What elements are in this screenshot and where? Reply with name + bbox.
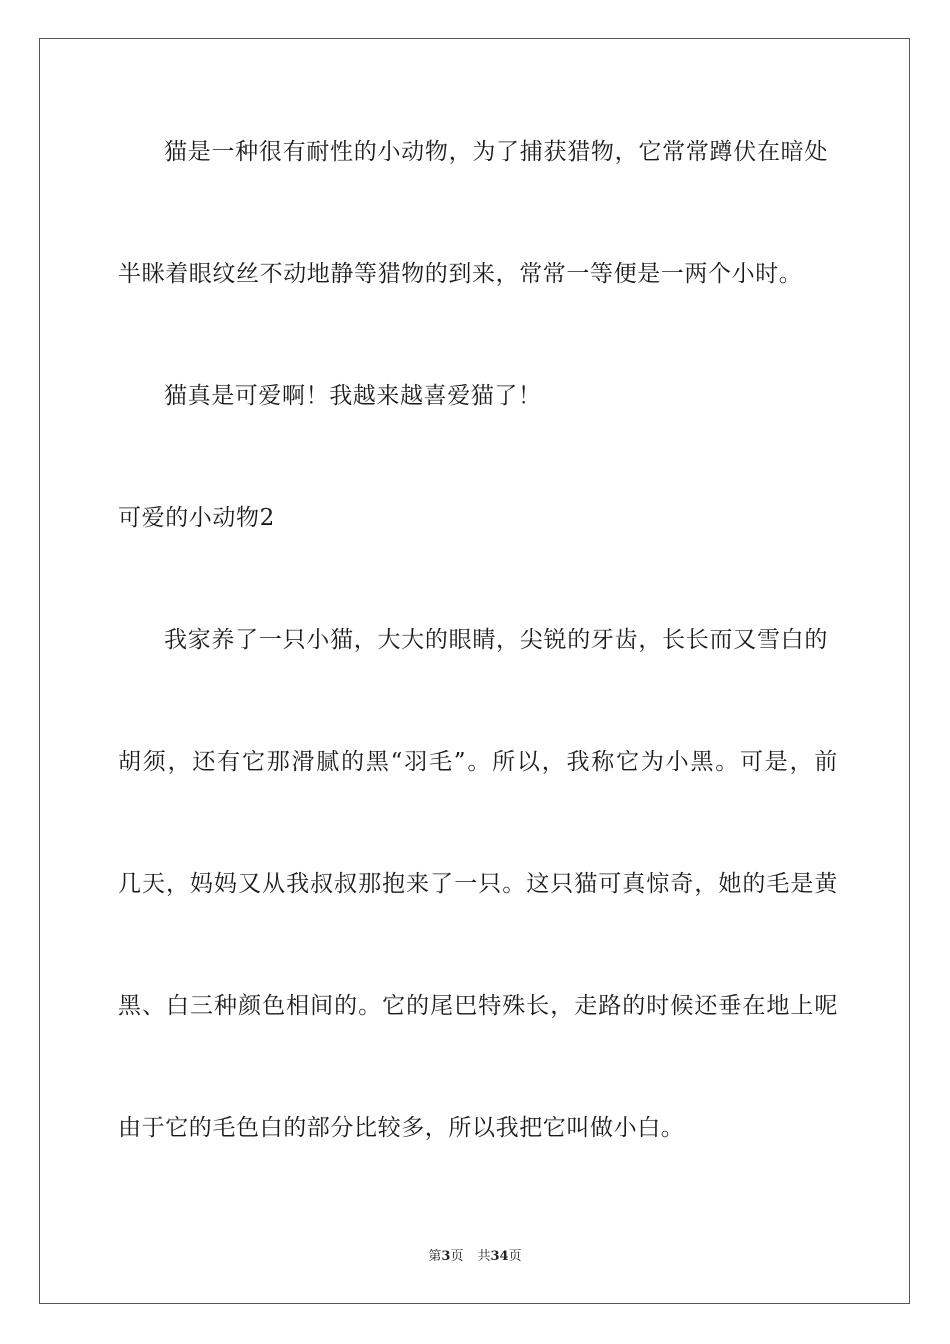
paragraph-line: 我家养了一只小猫，大大的眼睛，尖锐的牙齿，长长而又雪白的 [164, 627, 828, 653]
section-heading: 可爱的小动物2 [118, 505, 275, 531]
total-suffix: 页 [508, 1249, 522, 1264]
paragraph-line: 猫是一种很有耐性的小动物，为了捕获猎物，它常常蹲伏在暗处 [164, 139, 828, 165]
total-pages: 34 [490, 1249, 509, 1264]
page-suffix: 页 [450, 1249, 464, 1264]
paragraph-line: 猫真是可爱啊！我越来越喜爱猫了！ [164, 383, 542, 409]
paragraph-line: 几天，妈妈又从我叔叔那抱来了一只。这只猫可真惊奇，她的毛是黄 [118, 871, 838, 897]
page-number: 3 [441, 1249, 451, 1264]
paragraph-line: 黑、白三种颜色相间的。它的尾巴特殊长，走路的时候还垂在地上呢 [118, 993, 838, 1019]
paragraph-line: 半眯着眼纹丝不动地静等猎物的到来，常常一等便是一两个小时。 [118, 261, 803, 287]
total-prefix: 共 [477, 1249, 491, 1264]
page-footer [0, 1248, 950, 1266]
page-prefix: 第 [428, 1249, 442, 1264]
paragraph-line: 由于它的毛色白的部分比较多，所以我把它叫做小白。 [118, 1115, 685, 1141]
paragraph-line: 胡须，还有它那滑腻的黑“羽毛”。所以，我称它为小黑。可是，前 [118, 749, 838, 775]
